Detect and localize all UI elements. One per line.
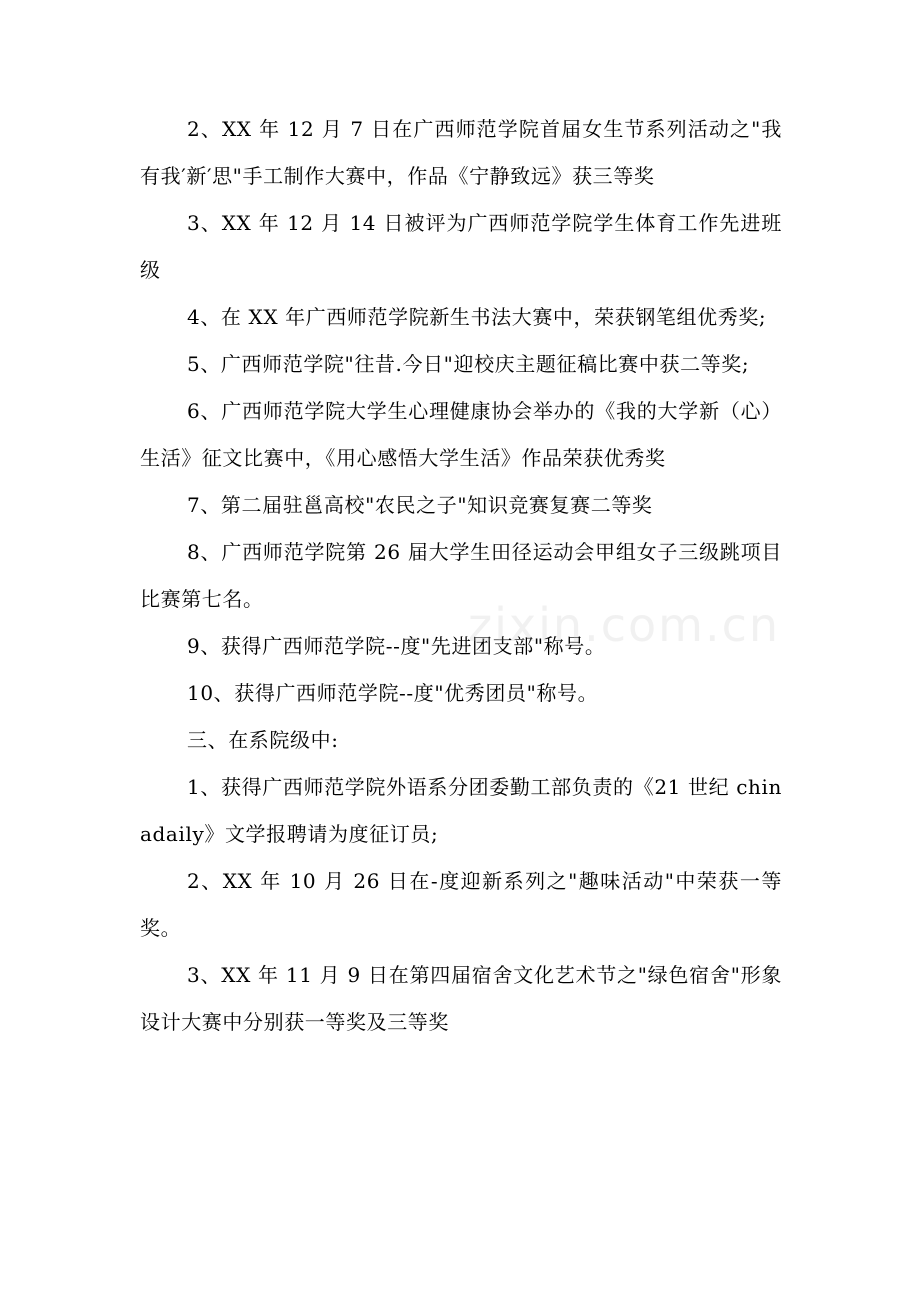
document-body [140, 106, 782, 1046]
paragraph-item-7: 7、第二届驻邕高校"农民之子"知识竞赛复赛二等奖 [187, 493, 653, 517]
paragraph-item-8: 8、广西师范学院第 26 届大学生田径运动会甲组女子三级跳项目比赛第七名。 [140, 540, 782, 611]
paragraph-item-4: 4、在 XX 年广西师范学院新生书法大赛中，荣获钢笔组优秀奖; [187, 305, 767, 329]
paragraph-item-6: 6、广西师范学院大学生心理健康协会举办的《我的大学新（心）生活》征文比赛中，《用心感悟大学生活》作品荣获优秀奖 [140, 399, 782, 470]
watermark-text: zixin.com.cn [468, 598, 781, 652]
paragraph-item-5: 5、广西师范学院"往昔.今日"迎校庆主题征稿比赛中获二等奖; [187, 352, 750, 376]
paragraph-item-9: 9、获得广西师范学院--度"先进团支部"称号。 [187, 634, 606, 658]
department-item-2: 2、XX 年 10 月 26 日在-度迎新系列之"趣味活动"中荣获一等奖。 [140, 869, 782, 940]
paragraph-item-2: 2、XX 年 12 月 7 日在广西师范学院首届女生节系列活动之"我有我′新′思"手工制作大赛中，作品《宁静致远》获三等奖 [140, 117, 782, 188]
paragraph-item-3: 3、XX 年 12 月 14 日被评为广西师范学院学生体育工作先进班级 [140, 211, 782, 282]
department-item-1: 1、获得广西师范学院外语系分团委勤工部负责的《21 世纪 chinadaily》文学报聘请为度征订员; [140, 775, 782, 846]
department-item-3: 3、XX 年 11 月 9 日在第四届宿舍文化艺术节之"绿色宿舍"形象设计大赛中分别获一等奖及三等奖 [140, 963, 782, 1034]
paragraph-item-10: 10、获得广西师范学院--度"优秀团员"称号。 [187, 681, 599, 705]
section-heading-3: 三、在系院级中: [187, 728, 339, 752]
